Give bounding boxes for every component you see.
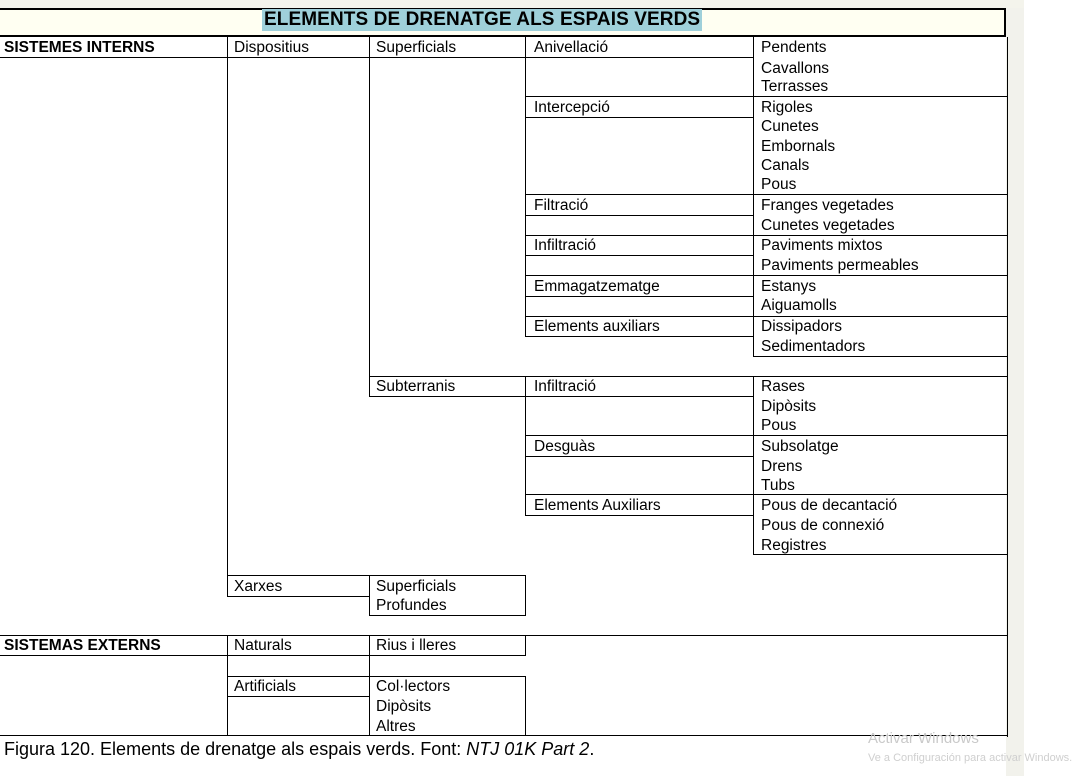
item: Tubs <box>761 477 795 494</box>
group-label: Intercepció <box>534 99 610 116</box>
caption-text: Figura 120. Elements de drenatge als espais verds. Font: <box>4 739 467 759</box>
dispositius-label: Dispositius <box>234 39 309 56</box>
item: Cunetes vegetades <box>761 217 895 234</box>
item: Pous <box>761 176 797 193</box>
figure-caption <box>4 738 594 760</box>
item: Pendents <box>761 39 827 56</box>
item: Canals <box>761 157 810 174</box>
page-title: ELEMENTS DE DRENATGE ALS ESPAIS VERDS <box>264 9 701 30</box>
item: Registres <box>761 537 827 554</box>
artificials-item: Altres <box>376 718 416 735</box>
artificials-item: Dipòsits <box>376 698 432 715</box>
item: Dissipadors <box>761 318 842 335</box>
item: Cavallons <box>761 60 830 77</box>
item: Subsolatge <box>761 438 839 455</box>
item: Pous de decantació <box>761 497 898 514</box>
group-label: Filtració <box>534 197 589 214</box>
group-label: Anivellació <box>534 39 609 56</box>
top-bar <box>0 0 1024 8</box>
item: Terrasses <box>761 78 829 95</box>
group-label: Desguàs <box>534 438 596 455</box>
group-label: Emmagatzematge <box>534 278 660 295</box>
item: Paviments permeables <box>761 257 919 274</box>
external-systems-label: SISTEMAS EXTERNS <box>4 637 161 654</box>
naturals-item: Rius i lleres <box>376 637 457 654</box>
windows-activation-hint: Ve a Configuración para activar Windows. <box>868 752 1072 764</box>
group-label: Infiltració <box>534 378 597 395</box>
item: Pous <box>761 417 797 434</box>
artificials-label: Artificials <box>234 678 297 695</box>
xarxes-label: Xarxes <box>234 578 283 595</box>
item: Dipòsits <box>761 398 817 415</box>
item: Rases <box>761 378 805 395</box>
item: Rigoles <box>761 99 813 116</box>
item: Paviments mixtos <box>761 237 883 254</box>
superficials-label: Superficials <box>376 39 457 56</box>
item: Estanys <box>761 278 817 295</box>
artificials-item: Col·lectors <box>376 678 451 695</box>
caption-source: NTJ 01K Part 2 <box>466 739 590 759</box>
xarxes-item: Profundes <box>376 597 447 614</box>
item: Aiguamolls <box>761 297 837 314</box>
subterranis-label: Subterranis <box>376 378 456 395</box>
group-label: Infiltració <box>534 237 597 254</box>
item: Sedimentadors <box>761 338 866 355</box>
windows-activation-watermark: Activar Windows <box>868 730 979 747</box>
internal-systems-label: SISTEMES INTERNS <box>4 39 155 56</box>
naturals-label: Naturals <box>234 637 292 654</box>
group-label: Elements auxiliars <box>534 318 660 335</box>
item: Drens <box>761 458 803 475</box>
item: Franges vegetades <box>761 197 894 214</box>
caption-suffix: . <box>589 739 595 759</box>
item: Pous de connexió <box>761 517 885 534</box>
xarxes-item: Superficials <box>376 578 457 595</box>
item: Embornals <box>761 138 836 155</box>
group-label: Elements Auxiliars <box>534 497 661 514</box>
page-edge <box>1006 8 1024 776</box>
item: Cunetes <box>761 118 819 135</box>
